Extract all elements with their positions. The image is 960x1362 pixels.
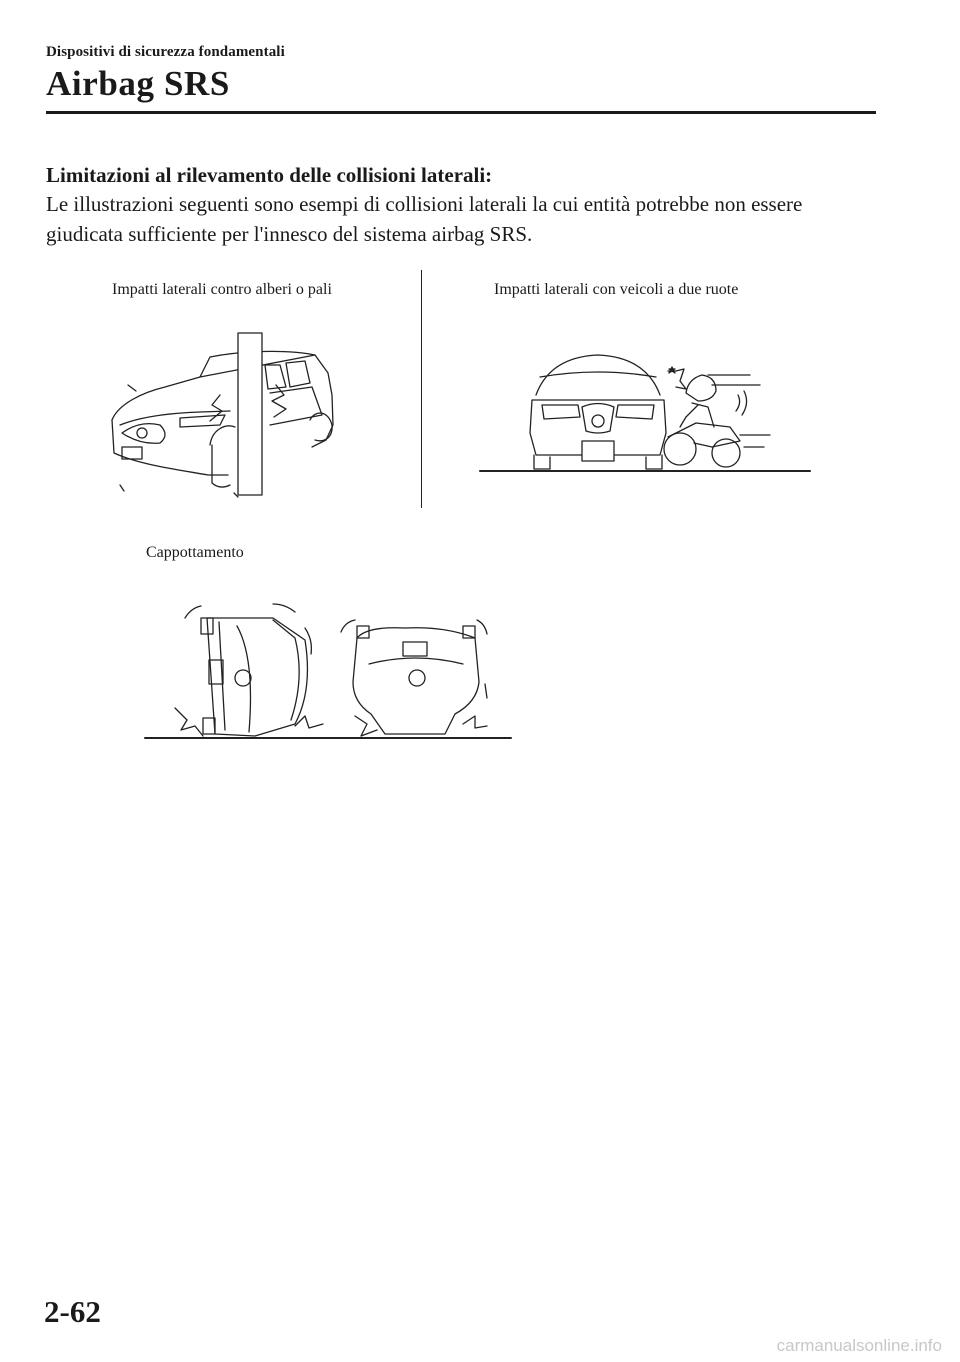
watermark: carmanualsonline.info [776,1336,942,1355]
rollover-illustration [145,598,513,742]
page-number: 2-62 [44,1294,101,1329]
figure-divider [421,270,422,508]
page-title: Airbag SRS [46,64,230,103]
figure-caption-motorcycle: Impatti laterali con veicoli a due ruote [494,281,739,298]
title-rule [46,111,876,114]
figure-caption-pole: Impatti laterali contro alberi o pali [112,281,332,298]
body-paragraph: Le illustrazioni seguenti sono esempi di collisioni laterali la cui entità potrebbe non essere giudicata sufficiente per l'innesco del sistema airbag SRS. [46,192,803,246]
car-hitting-pole-illustration [100,325,340,500]
motorcycle-side-impact-illustration [480,345,812,475]
figure-caption-rollover: Cappottamento [146,544,244,561]
section-kicker: Dispositivi di sicurezza fondamentali [46,44,285,60]
subheading: Limitazioni al rilevamento delle collisioni laterali: [46,163,493,187]
